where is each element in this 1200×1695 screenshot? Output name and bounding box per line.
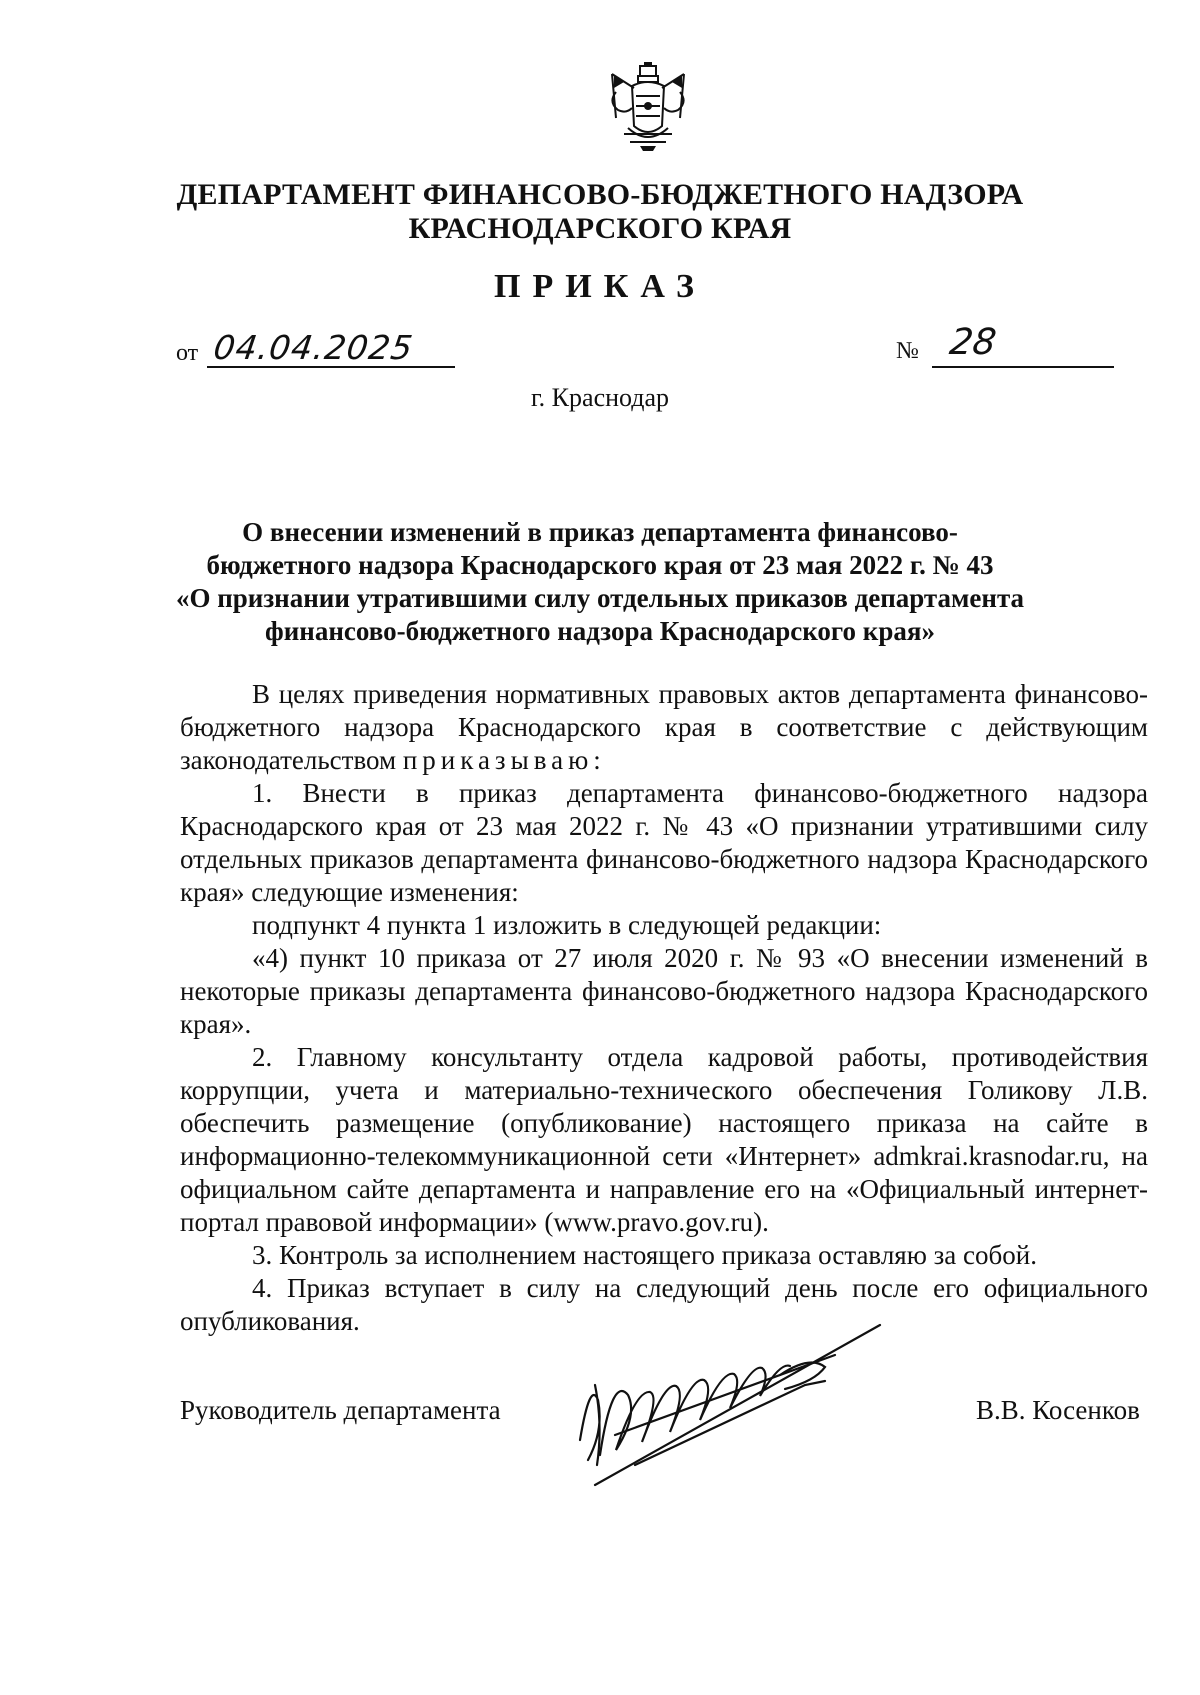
subject-line: бюджетного надзора Краснодарского края от 23 мая 2022 г. № 43 <box>206 550 994 580</box>
number-value-handwritten: 28 <box>947 322 999 363</box>
number-label: № <box>896 338 919 364</box>
intro-text: В целях приведения нормативных правовых актов департамента финансово-бюджетного надзора Краснодарского края в соответствие с действующим законодательством <box>180 679 1148 775</box>
order-word: приказываю: <box>402 745 606 775</box>
date-label: от <box>176 340 199 366</box>
document-type-title: ПРИКАЗ <box>494 268 706 305</box>
order-body <box>180 678 1148 1338</box>
intro-paragraph <box>180 678 1148 777</box>
date-value-handwritten: 04.04.2025 <box>211 328 416 367</box>
department-name-line1: ДЕПАРТАМЕНТ ФИНАНСОВО-БЮДЖЕТНОГО НАДЗОРА <box>176 178 1024 211</box>
subject-line: «О признании утратившими силу отдельных приказов департамента <box>175 583 1025 613</box>
coat-of-arms-icon <box>604 62 692 152</box>
city: г. Краснодар <box>530 383 670 412</box>
item-1-quote: «4) пункт 10 приказа от 27 июля 2020 г. № 93 «О внесении изменений в некоторые приказы департамента финансово-бюджетного надзора Краснодарского края». <box>180 943 1148 1039</box>
number-underline <box>932 366 1114 368</box>
subject-line: финансово-бюджетного надзора Краснодарского края» <box>265 616 935 646</box>
handwritten-signature <box>575 1315 905 1490</box>
item-1-subitem: подпункт 4 пункта 1 изложить в следующей редакции: <box>252 910 882 940</box>
signatory-role: Руководитель департамента <box>180 1395 501 1425</box>
item-3: 3. Контроль за исполнением настоящего приказа оставляю за собой. <box>252 1240 1037 1270</box>
subject-line: О внесении изменений в приказ департамента финансово- <box>242 517 958 547</box>
item-2: 2. Главному консультанту отдела кадровой работы, противодействия коррупции, учета и материально-технического обеспечения Голикову Л.В. обеспечить размещение (опубликование) настоящего приказа на сайте в информационно-телекоммуникационной сети «Интернет» admkrai.krasnodar.ru, на официальном сайте департамента и направление его на «Официальный интернет-портал правовой информации» (www.pravo.gov.ru). <box>180 1042 1148 1237</box>
signatory-name: В.В. Косенков <box>976 1395 1140 1425</box>
order-subject <box>0 516 1200 648</box>
item-4: 4. Приказ вступает в силу на следующий день после его официального опубликования. <box>180 1273 1148 1336</box>
department-name-line2: КРАСНОДАРСКОГО КРАЯ <box>408 212 792 245</box>
item-1: 1. Внести в приказ департамента финансово-бюджетного надзора Краснодарского края от 23 мая 2022 г. № 43 «О признании утратившими силу отдельных приказов департамента финансово-бюджетного надзора Краснодарского края» следующие изменения: <box>180 778 1148 907</box>
